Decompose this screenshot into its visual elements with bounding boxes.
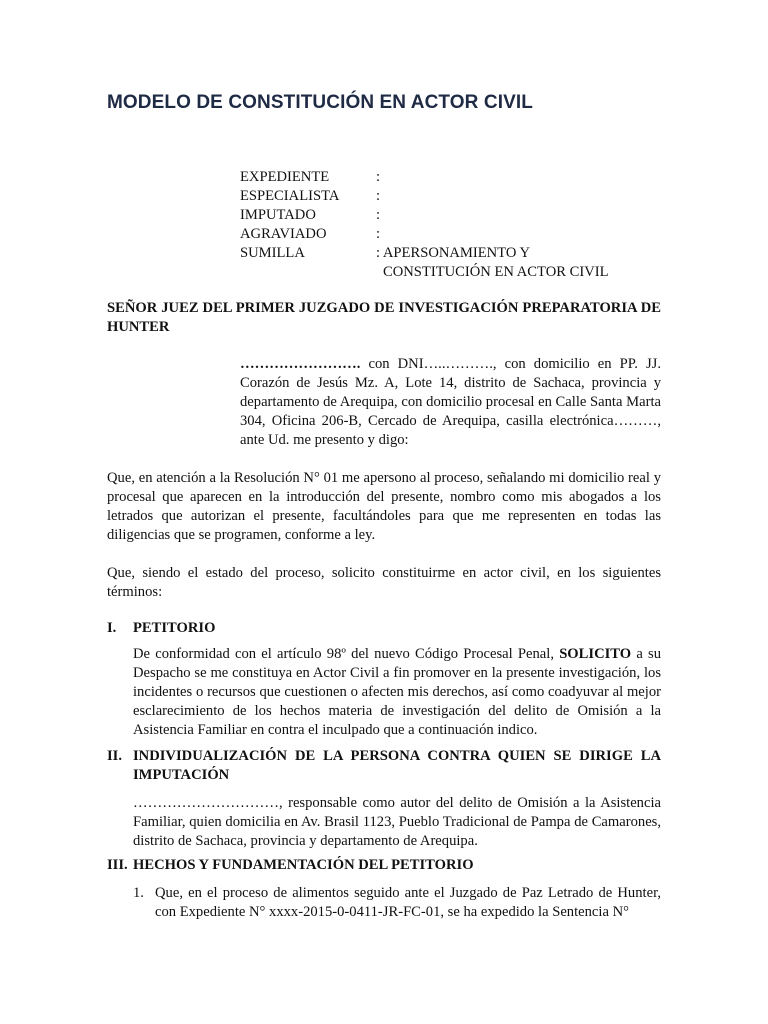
field-value: :	[376, 207, 381, 223]
solicito-keyword: SOLICITO	[559, 646, 632, 662]
header-field-expediente	[240, 168, 660, 187]
field-label: AGRAVIADO	[240, 226, 327, 242]
paragraph-solicitud: Que, siendo el estado del proceso, solicito constituirme en actor civil, en los siguientes términos:	[107, 565, 661, 600]
section-heading-hechos	[107, 856, 661, 875]
addressee: SEÑOR JUEZ DEL PRIMER JUZGADO DE INVESTIGACIÓN PREPARATORIA DE HUNTER	[107, 300, 661, 335]
section-title: HECHOS Y FUNDAMENTACIÓN DEL PETITORIO	[133, 857, 474, 873]
header-field-sumilla	[240, 244, 660, 263]
header-field-especialista	[240, 187, 660, 206]
list-item	[133, 884, 661, 922]
paragraph-apersonamiento: Que, en atención a la Resolución N° 01 me apersono al proceso, señalando mi domicilio real y procesal que aparecen en la introducción del presente, nombro como mis abogados a los letrados que autorizan el presente, facultándoles para que me representen en todas las diligencias que se programen, conforme a ley.	[107, 470, 661, 543]
field-value: :	[376, 169, 381, 185]
field-value: :	[376, 226, 381, 242]
field-label: EXPEDIENTE	[240, 169, 330, 185]
section-title: PETITORIO	[133, 620, 216, 636]
party-text: con DNI…..………., con domicilio en PP. JJ. Corazón de Jesús Mz. A, Lote 14, distrito de Sachaca, provincia y departamento de Arequipa, con domicilio procesal en Calle Santa Marta 304, Oficina 206-B, Cercado de Arequipa, casilla electrónica………, ante Ud. me presento y digo:	[240, 356, 661, 448]
party-introduction	[240, 355, 661, 450]
field-label: ESPECIALISTA	[240, 188, 340, 204]
field-value: : APERSONAMIENTO Y	[376, 245, 531, 261]
section-number: III.	[107, 857, 128, 873]
section-number: I.	[107, 620, 117, 636]
sumilla-continuation: CONSTITUCIÓN EN ACTOR CIVIL	[383, 264, 609, 280]
field-value: :	[376, 188, 381, 204]
list-item-text: Que, en el proceso de alimentos seguido ante el Juzgado de Paz Letrado de Hunter, con Expediente N° xxxx-2015-0-0411-JR-FC-01, se ha expedido la Sentencia N°	[155, 885, 661, 920]
section-heading-petitorio	[107, 619, 661, 638]
section-number: II.	[107, 748, 123, 764]
header-field-imputado	[240, 206, 660, 225]
case-header-block	[240, 168, 660, 282]
petitorio-text-start: De conformidad con el artículo 98º del nuevo Código Procesal Penal,	[133, 646, 560, 662]
header-field-agraviado	[240, 225, 660, 244]
section-title: INDIVIDUALIZACIÓN DE LA PERSONA CONTRA QUIEN SE DIRIGE LA IMPUTACIÓN	[133, 748, 661, 783]
section-heading-individualizacion	[107, 747, 661, 785]
individualizacion-text: …………………………, responsable como autor del delito de Omisión a la Asistencia Familiar, quien domicilia en Av. Brasil 1123, Pueblo Tradicional de Pampa de Camarones, distrito de Sachaca, provincia y departamento de Arequipa.	[133, 795, 661, 849]
petitorio-text-end: a su Despacho se me constituya en Actor Civil a fin promover en la presente investigación, los incidentes o recursos que cuestionen o afecten mis derechos, así como coadyuvar al mejor esclarecimiento de los hechos materia de investigación del delito de Omisión a la Asistencia Familiar en contra el inculpado que a continuación indico.	[133, 646, 661, 738]
list-item-number: 1.	[133, 885, 144, 901]
field-label: IMPUTADO	[240, 207, 316, 223]
document-title: MODELO DE CONSTITUCIÓN EN ACTOR CIVIL	[107, 92, 533, 113]
party-name-placeholder: …………………….	[240, 356, 361, 372]
petitorio-text	[133, 645, 661, 740]
field-label: SUMILLA	[240, 245, 305, 261]
